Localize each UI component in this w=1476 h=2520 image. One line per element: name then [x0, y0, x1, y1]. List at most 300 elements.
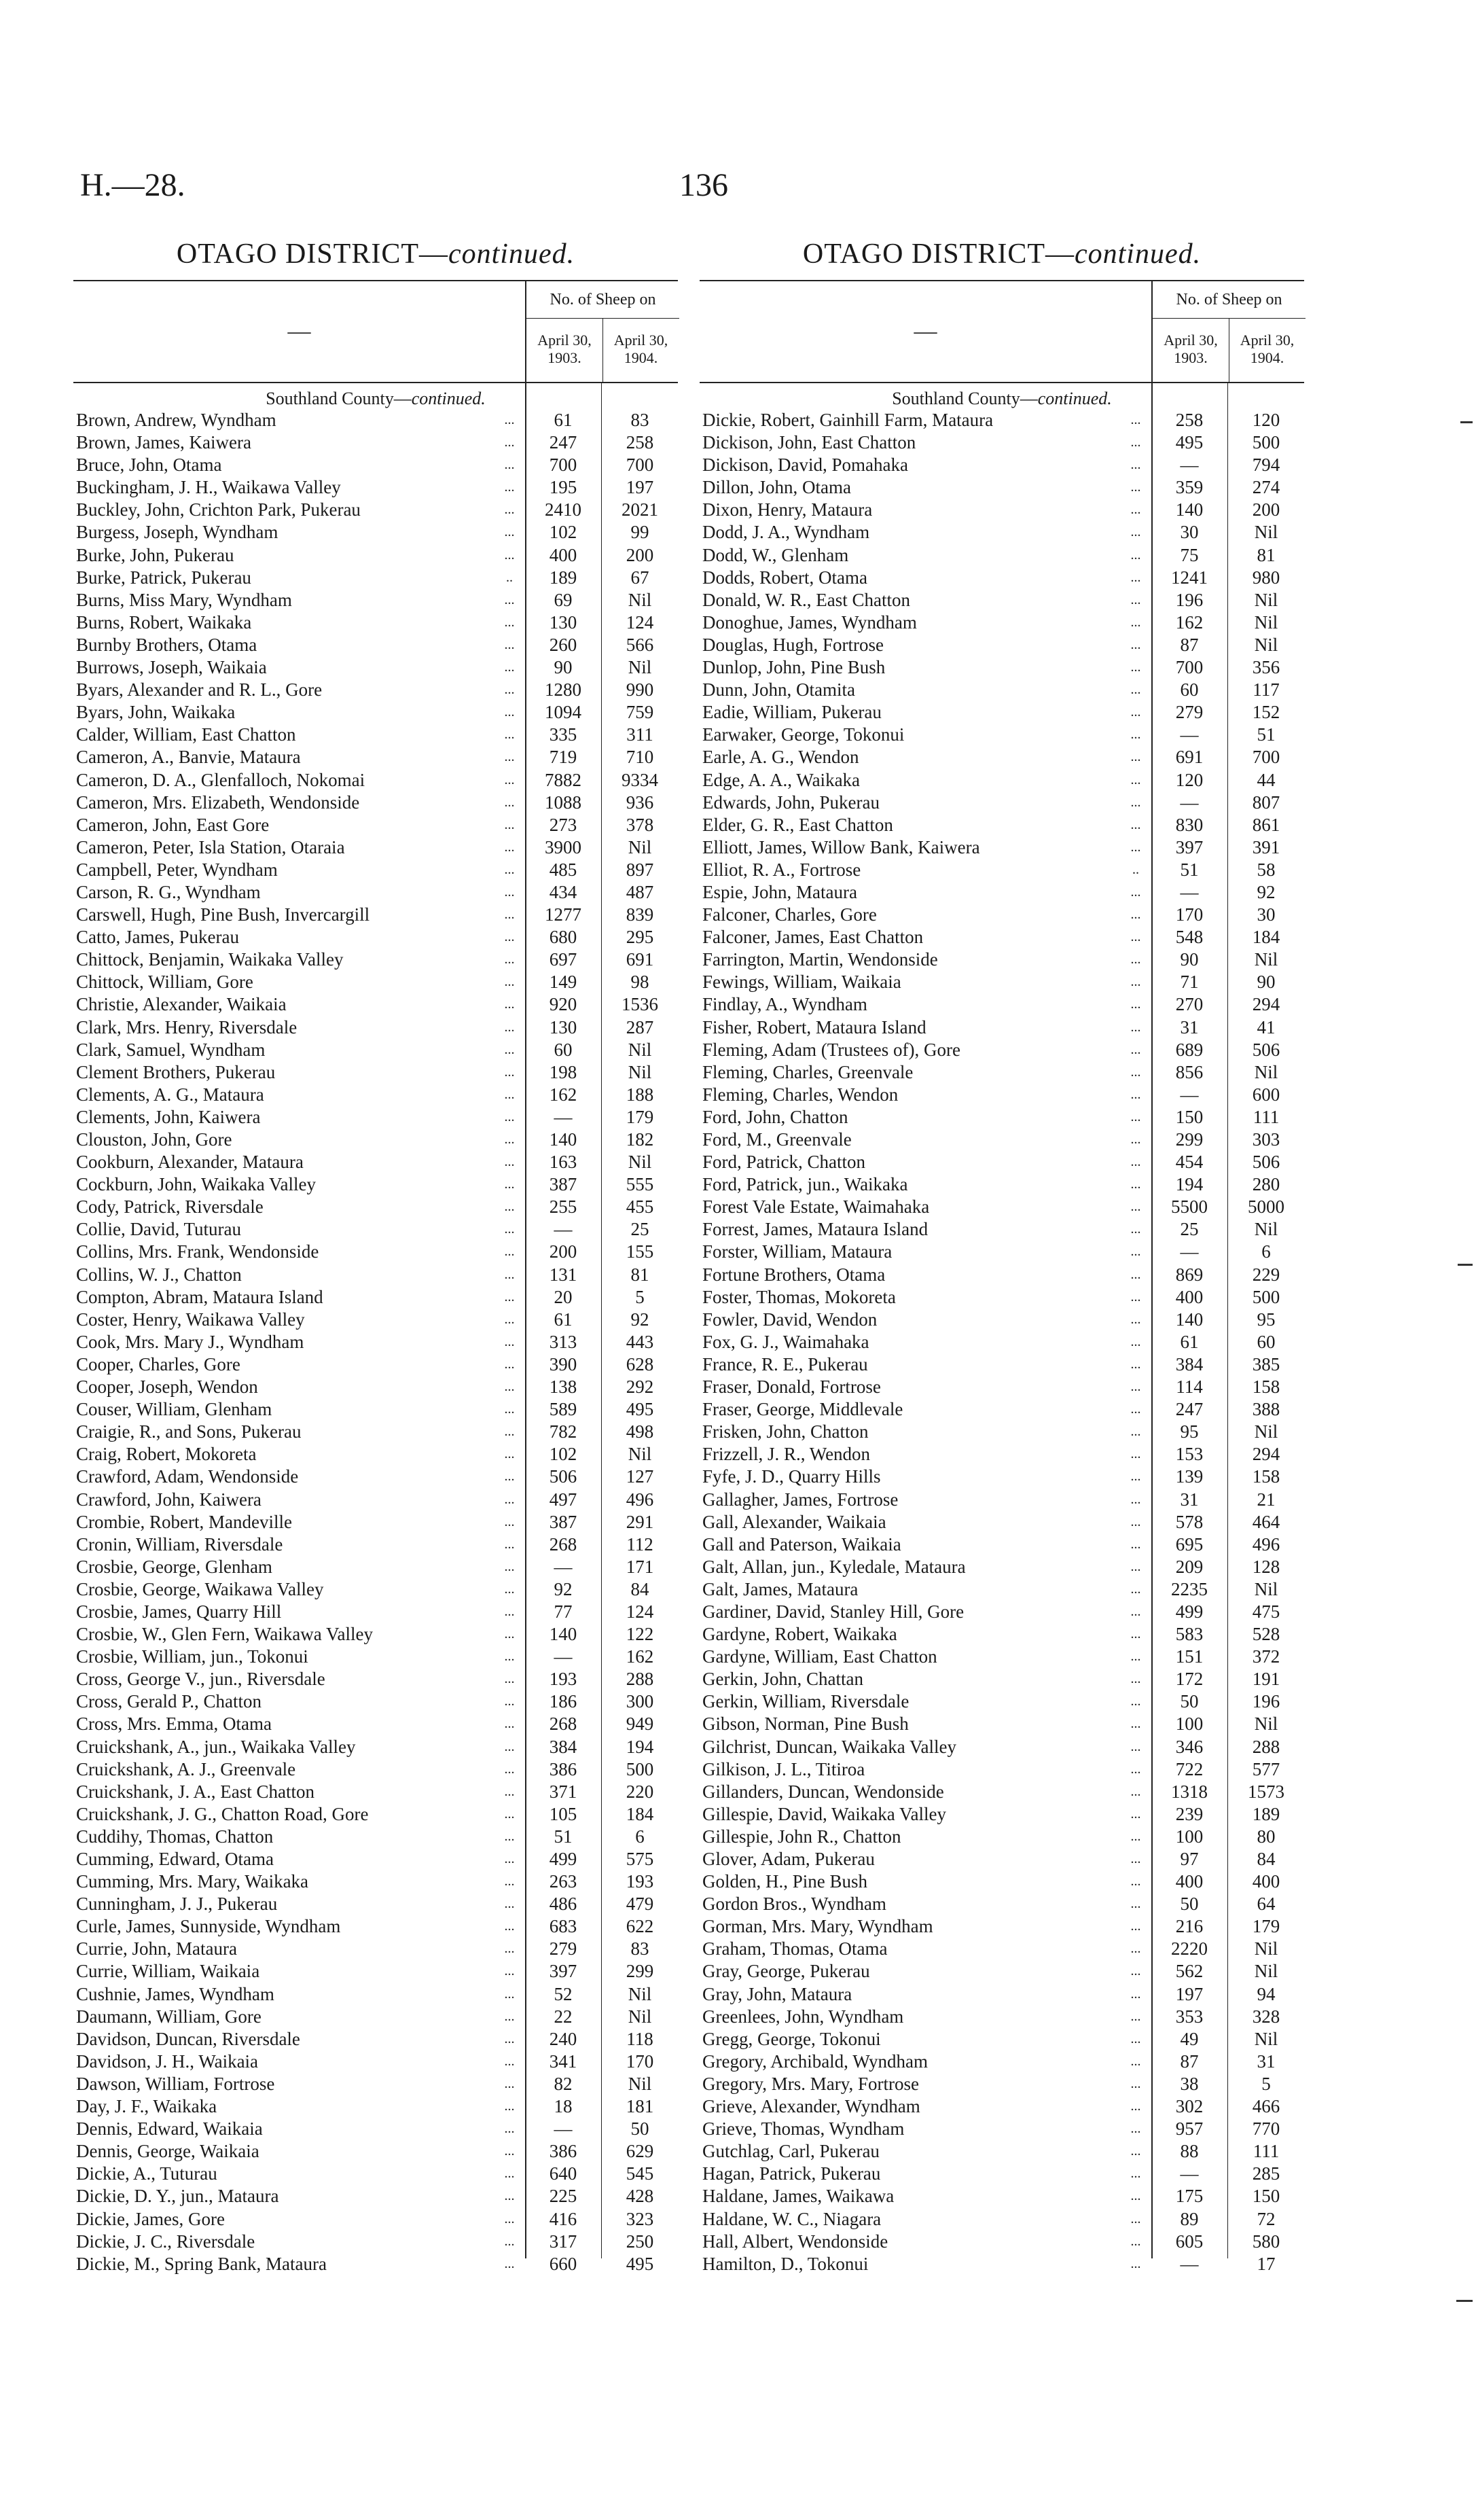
sheep-1904: 285 — [1252, 2163, 1280, 2184]
table-row — [73, 1084, 678, 1106]
sheep-1903: 100 — [1175, 1714, 1204, 1735]
sheep-1903: — — [1180, 2253, 1199, 2274]
table-row — [700, 499, 1304, 521]
sheep-1903: 499 — [1175, 1601, 1204, 1622]
sheep-1903: 268 — [549, 1714, 577, 1735]
sheep-1903: 50 — [1180, 1691, 1199, 1712]
table-row — [73, 814, 678, 836]
sheep-1903: 7882 — [545, 769, 581, 790]
leader-dots: ... — [504, 1603, 515, 1619]
owner-name: Dodd, J. A., Wyndham — [702, 522, 870, 543]
sheep-1903: 90 — [1180, 949, 1199, 970]
table-row — [73, 926, 678, 948]
table-row — [73, 1151, 678, 1173]
sheep-1904: 60 — [1257, 1331, 1276, 1352]
sheep-1904: 897 — [626, 859, 654, 880]
sheep-1903: 299 — [1175, 1129, 1204, 1150]
sheep-1904: 600 — [1252, 1084, 1280, 1105]
sheep-1903: 605 — [1175, 2231, 1204, 2252]
sheep-1904: 98 — [630, 972, 649, 993]
leader-dots: ... — [1130, 1694, 1141, 1709]
sheep-1903: 346 — [1175, 1736, 1204, 1757]
table-row — [73, 1646, 678, 1668]
table-row — [700, 1668, 1304, 1690]
owner-name: Ford, Patrick, Chatton — [702, 1152, 865, 1173]
sheep-1904: 545 — [626, 2163, 654, 2184]
sheep-1904: 506 — [1252, 1039, 1280, 1060]
sheep-1904: 528 — [1252, 1624, 1280, 1645]
sheep-1904: 124 — [626, 611, 654, 633]
sheep-1903: 150 — [1175, 1106, 1204, 1127]
sheep-1903: 193 — [549, 1669, 577, 1690]
table-body — [700, 383, 1304, 2274]
sheep-1903: 371 — [549, 1781, 577, 1802]
sheep-1903: — — [554, 1556, 573, 1577]
sheep-1904: 291 — [626, 1511, 654, 1532]
leader-dots: ... — [1130, 457, 1141, 473]
owner-name: Crosbie, William, jun., Tokonui — [76, 1646, 308, 1667]
sheep-1903: 390 — [549, 1353, 577, 1374]
owner-name: Coster, Henry, Waikawa Valley — [76, 1309, 305, 1330]
leader-dots: ... — [504, 1896, 515, 1912]
table-row — [73, 1353, 678, 1376]
owner-name: Haldane, James, Waikawa — [702, 2186, 895, 2207]
table-row — [700, 1264, 1304, 1286]
leader-dots: ... — [504, 772, 515, 787]
sheep-1903: 548 — [1175, 927, 1204, 948]
table-row — [700, 1646, 1304, 1668]
owner-name: Grieve, Alexander, Wyndham — [702, 2096, 920, 2117]
section-heading-continued: continued. — [411, 389, 486, 408]
table-row — [73, 611, 678, 634]
owner-name: Grieve, Thomas, Wyndham — [702, 2118, 905, 2140]
sheep-1903: 195 — [549, 477, 577, 498]
owner-name: Cross, George V., jun., Riversdale — [76, 1669, 325, 1690]
table-row — [73, 1758, 678, 1781]
table-row — [700, 1826, 1304, 1848]
table-row — [73, 521, 678, 544]
owner-name: Earle, A. G., Wendon — [702, 747, 859, 768]
sheep-1903: 189 — [549, 567, 577, 588]
sheep-1903: 105 — [549, 1803, 577, 1824]
leader-dots: ... — [504, 614, 515, 630]
leader-dots: ... — [1130, 749, 1141, 765]
owner-name: France, R. E., Pukerau — [702, 1353, 868, 1374]
sheep-1904: 356 — [1252, 657, 1280, 678]
sheep-1903: 1094 — [545, 702, 581, 723]
sheep-1903: 268 — [549, 1533, 577, 1555]
owner-name: Gregory, Archibald, Wyndham — [702, 2051, 929, 2072]
table-row — [700, 1173, 1304, 1196]
leader-dots: ... — [1130, 772, 1141, 787]
owner-name: Crosbie, George, Waikawa Valley — [76, 1578, 324, 1599]
table-row — [73, 409, 678, 431]
sheep-1903: 120 — [1175, 769, 1204, 790]
sheep-1903: 384 — [1175, 1353, 1204, 1374]
table-row — [700, 611, 1304, 634]
table-row — [700, 1398, 1304, 1421]
sheep-1904: 691 — [626, 949, 654, 970]
sheep-1903: 341 — [549, 2051, 577, 2072]
sheep-1904: 44 — [1257, 769, 1276, 790]
sheep-1903: 957 — [1175, 2118, 1204, 2140]
leader-dots: ... — [504, 1851, 515, 1866]
sheep-1904: Nil — [1254, 522, 1278, 543]
sheep-1904: 311 — [626, 724, 653, 745]
sheep-1904: Nil — [1254, 1421, 1278, 1442]
owner-name: Collie, David, Tuturau — [76, 1219, 242, 1240]
owner-name: Cumming, Mrs. Mary, Waikaka — [76, 1871, 309, 1892]
owner-name: Dennis, Edward, Waikaia — [76, 2118, 263, 2140]
sheep-1903: 499 — [549, 1849, 577, 1869]
leader-dots: ... — [1130, 2099, 1141, 2114]
sheep-1903: — — [1180, 792, 1199, 813]
sheep-1903: 263 — [549, 1871, 577, 1892]
leader-dots: ... — [504, 839, 515, 855]
leader-dots: ... — [1130, 1986, 1141, 2002]
owner-name: Gardyne, William, East Chatton — [702, 1646, 937, 1667]
leader-dots: ... — [504, 592, 515, 607]
leader-dots: ... — [1130, 1941, 1141, 1957]
owner-name: Donoghue, James, Wyndham — [702, 611, 917, 633]
leader-dots: ... — [504, 1941, 515, 1957]
leader-dots: ... — [1130, 839, 1141, 855]
table-row — [700, 656, 1304, 679]
owner-name: Currie, John, Mataura — [76, 1938, 237, 1959]
sheep-1904: 274 — [1252, 477, 1280, 498]
owner-name: Couser, William, Glenham — [76, 1399, 272, 1420]
section-heading-continued: continued. — [1037, 389, 1112, 408]
owner-name: Gillespie, David, Waikaka Valley — [702, 1803, 946, 1824]
table-row — [700, 2073, 1304, 2095]
leader-dots: ... — [1130, 1334, 1141, 1349]
sheep-1904: 292 — [626, 1377, 654, 1398]
sheep-1903: 162 — [1175, 611, 1204, 633]
sheep-1904: 455 — [626, 1196, 654, 1218]
table-row — [700, 904, 1304, 926]
sheep-1904: 72 — [1257, 2208, 1276, 2229]
table-row — [73, 2006, 678, 2028]
leader-dots: ... — [1130, 435, 1141, 450]
leader-dots: ... — [1130, 952, 1141, 968]
sheep-1903: 697 — [549, 949, 577, 970]
sheep-1904: 171 — [626, 1556, 654, 1577]
owner-name: Edge, A. A., Waikaka — [702, 769, 861, 790]
sheep-1903: 2235 — [1171, 1578, 1208, 1599]
sheep-1903: 578 — [1175, 1511, 1204, 1532]
sheep-1903: 397 — [549, 1961, 577, 1982]
sheep-1904: 162 — [626, 1646, 654, 1667]
owner-name: Carswell, Hugh, Pine Bush, Invercargill — [76, 904, 370, 925]
leader-dots: ... — [1130, 1806, 1141, 1822]
leader-dots: ... — [1130, 2076, 1141, 2091]
owner-name: Brown, James, Kaiwera — [76, 432, 251, 453]
sheep-1904: 580 — [1252, 2231, 1280, 2252]
section-heading-main: Southland County— — [892, 389, 1038, 408]
table-body — [73, 383, 678, 2274]
sheep-1904: 81 — [630, 1264, 649, 1285]
sheep-1903: 589 — [549, 1399, 577, 1420]
leader-dots: ... — [1130, 929, 1141, 945]
owner-name: Burrows, Joseph, Waikaia — [76, 657, 267, 678]
table-row — [700, 1061, 1304, 1084]
owner-name: Dickie, Robert, Gainhill Farm, Mataura — [702, 410, 994, 430]
leader-dots: ... — [504, 2076, 515, 2091]
sheep-1904: 220 — [626, 1781, 654, 1802]
leader-dots: ... — [1130, 1559, 1141, 1574]
sheep-1903: 186 — [549, 1691, 577, 1712]
owner-name: Burns, Robert, Waikaka — [76, 611, 252, 633]
owner-name: Cross, Gerald P., Chatton — [76, 1691, 262, 1712]
sheep-1903: 258 — [1175, 410, 1204, 430]
table-row — [700, 1781, 1304, 1803]
sheep-1904: 197 — [626, 477, 654, 498]
owner-name: Edwards, John, Pukerau — [702, 792, 880, 813]
table-row — [73, 1398, 678, 1421]
leader-dots: ... — [1130, 1424, 1141, 1440]
leader-dots: ... — [1130, 997, 1141, 1012]
table-row — [700, 1151, 1304, 1173]
owner-name: Burnby Brothers, Otama — [76, 634, 257, 655]
sheep-1904: 1573 — [1248, 1781, 1284, 1802]
owner-name: Clements, A. G., Mataura — [76, 1084, 264, 1105]
owner-name: Findlay, A., Wyndham — [702, 994, 867, 1015]
leader-dots: ... — [504, 1177, 515, 1192]
owner-name: Gutchlag, Carl, Pukerau — [702, 2141, 880, 2162]
owner-name: Christie, Alexander, Waikaia — [76, 994, 287, 1015]
table-row — [73, 1489, 678, 1511]
sheep-1904: 391 — [1252, 836, 1280, 857]
leader-dots: ... — [504, 502, 515, 518]
leader-dots: ... — [504, 1491, 515, 1507]
owner-name: Cooper, Charles, Gore — [76, 1353, 240, 1374]
sheep-1903: 97 — [1180, 1849, 1199, 1869]
sheep-1904: 300 — [626, 1691, 654, 1712]
leader-dots: ... — [504, 749, 515, 765]
leader-dots: ... — [504, 1559, 515, 1574]
leader-dots: ... — [1130, 794, 1141, 810]
sheep-1903: 384 — [549, 1736, 577, 1757]
sheep-1903: 830 — [1175, 814, 1204, 835]
sheep-1903: 209 — [1175, 1556, 1204, 1577]
table-row — [700, 1309, 1304, 1331]
leader-dots: ... — [504, 1266, 515, 1282]
owner-name: Cuddihy, Thomas, Chatton — [76, 1826, 274, 1847]
table-row — [73, 1106, 678, 1129]
leader-dots: ... — [1130, 1783, 1141, 1799]
owner-name: Dodds, Robert, Otama — [702, 567, 867, 588]
table-row — [73, 1690, 678, 1713]
sheep-1904: 111 — [1253, 2141, 1280, 2162]
table-row — [700, 2253, 1304, 2275]
leader-dots: ... — [1130, 1581, 1141, 1597]
sheep-heading: No. of Sheep on — [1153, 281, 1306, 319]
leader-dots: ... — [1130, 1154, 1141, 1170]
sheep-1904: Nil — [1254, 1961, 1278, 1982]
table-row — [700, 2208, 1304, 2231]
owner-name: Campbell, Peter, Wyndham — [76, 859, 278, 880]
sheep-1903: 60 — [1180, 679, 1199, 700]
sheep-1903: — — [1180, 2163, 1199, 2184]
leader-dots: ... — [504, 1536, 515, 1552]
owner-name: Dodd, W., Glenham — [702, 544, 849, 565]
owner-name: Forster, William, Mataura — [702, 1241, 893, 1262]
sheep-1903: 317 — [549, 2231, 577, 2252]
leader-dots: ... — [1130, 1874, 1141, 1889]
owner-name: Burke, Patrick, Pukerau — [76, 567, 251, 588]
leader-dots: ... — [1130, 1402, 1141, 1417]
leader-dots: ... — [504, 1289, 515, 1305]
sheep-1904: 84 — [630, 1578, 649, 1599]
sheep-1904: 622 — [626, 1916, 654, 1937]
owner-name: Craigie, R., and Sons, Pukerau — [76, 1421, 302, 1442]
sheep-1903: 386 — [549, 2141, 577, 2162]
owner-name: Chittock, William, Gore — [76, 972, 253, 993]
sheep-1904: Nil — [1254, 2028, 1278, 2049]
sheep-1904: 92 — [1257, 881, 1276, 902]
leader-dots: ... — [504, 525, 515, 540]
table-row — [73, 1960, 678, 1983]
table-row — [700, 2231, 1304, 2253]
table-row — [700, 2140, 1304, 2163]
owner-name: Gilchrist, Duncan, Waikaka Valley — [702, 1736, 956, 1757]
sheep-1903: 20 — [554, 1286, 573, 1307]
sheep-1903: 38 — [1180, 2073, 1199, 2094]
leader-dots: ... — [1130, 1603, 1141, 1619]
owner-name: Fraser, George, Middlevale — [702, 1399, 903, 1420]
sheep-1903: 869 — [1175, 1264, 1204, 1285]
leader-dots: ... — [1130, 2211, 1141, 2226]
table-row — [73, 634, 678, 656]
table-row — [700, 1938, 1304, 1960]
sheep-1904: 759 — [626, 702, 654, 723]
sheep-1904: 67 — [630, 567, 649, 588]
sheep-1904: 323 — [626, 2208, 654, 2229]
sheep-1903: 506 — [549, 1466, 577, 1487]
table-row — [73, 1601, 678, 1623]
table-row — [700, 1129, 1304, 1151]
owner-name: Crosbie, James, Quarry Hill — [76, 1601, 282, 1622]
leader-dots: ... — [504, 1132, 515, 1147]
leader-dots: ... — [504, 412, 515, 427]
owner-name: Cunningham, J. J., Pukerau — [76, 1894, 278, 1915]
sheep-1904: 112 — [626, 1533, 653, 1555]
table-row — [73, 904, 678, 926]
owner-name: Clark, Mrs. Henry, Riversdale — [76, 1016, 298, 1037]
owner-name: Crawford, John, Kaiwera — [76, 1489, 262, 1510]
sheep-1903: — — [554, 2118, 573, 2140]
sheep-1903: 194 — [1175, 1174, 1204, 1195]
left-column — [73, 238, 678, 2274]
table-row — [700, 454, 1304, 476]
leader-dots: ... — [504, 1671, 515, 1687]
table-row — [73, 859, 678, 881]
sheep-1904: 794 — [1252, 455, 1280, 476]
sheep-1904: 443 — [626, 1331, 654, 1352]
sheep-1903: 87 — [1180, 634, 1199, 655]
sheep-1904: Nil — [628, 836, 652, 857]
owner-name: Elliott, James, Willow Bank, Kaiwera — [702, 836, 980, 857]
owner-name: Bruce, John, Otama — [76, 455, 222, 476]
table-row — [73, 2051, 678, 2073]
table-row — [73, 1668, 678, 1690]
owner-name: Espie, John, Mataura — [702, 881, 857, 902]
sheep-1904: 158 — [1252, 1466, 1280, 1487]
sheep-1904: 479 — [626, 1894, 654, 1915]
sheep-1903: 71 — [1180, 972, 1199, 993]
sheep-1903: 691 — [1175, 747, 1204, 768]
sheep-1903: 386 — [549, 1758, 577, 1779]
owner-name: Fortune Brothers, Otama — [702, 1264, 886, 1285]
leader-dots: ... — [504, 1716, 515, 1732]
sheep-1904: 117 — [1253, 679, 1280, 700]
table-row — [73, 1466, 678, 1488]
table-row — [73, 1173, 678, 1196]
owner-name: Gordon Bros., Wyndham — [702, 1894, 886, 1915]
sheep-1904: 5 — [1261, 2073, 1271, 2094]
owner-name: Cushnie, James, Wyndham — [76, 1983, 274, 2004]
table-row — [73, 1218, 678, 1241]
sheep-1903: 434 — [549, 881, 577, 902]
owner-name: Elliot, R. A., Fortrose — [702, 859, 861, 880]
leader-dots: ... — [504, 1964, 515, 1979]
sheep-1903: 163 — [549, 1152, 577, 1173]
owner-name: Crosbie, W., Glen Fern, Waikawa Valley — [76, 1624, 374, 1645]
leader-dots: ... — [1130, 569, 1141, 585]
owner-name: Ford, Patrick, jun., Waikaka — [702, 1174, 908, 1195]
table-row — [73, 476, 678, 499]
sheep-1903: 485 — [549, 859, 577, 880]
leader-dots: ... — [1130, 1761, 1141, 1777]
sheep-1903: 102 — [549, 522, 577, 543]
sheep-1904: 194 — [626, 1736, 654, 1757]
leader-dots: ... — [504, 2233, 515, 2249]
sheep-1904: 155 — [626, 1241, 654, 1262]
leader-dots: ... — [1130, 1964, 1141, 1979]
leader-dots: ... — [504, 1402, 515, 1417]
table-row — [700, 1848, 1304, 1870]
sheep-1904: 990 — [626, 679, 654, 700]
sheep-1903: 138 — [549, 1377, 577, 1398]
leader-dots: ... — [1130, 727, 1141, 743]
table-row — [73, 701, 678, 724]
table-row — [73, 1983, 678, 2006]
table-row — [700, 993, 1304, 1016]
sheep-1904: 83 — [630, 1938, 649, 1959]
sheep-1904: 496 — [1252, 1533, 1280, 1555]
sheep-1904: 496 — [626, 1489, 654, 1510]
table-row — [700, 2118, 1304, 2140]
leader-dots: ... — [504, 547, 515, 563]
owner-name: Fraser, Donald, Fortrose — [702, 1377, 881, 1398]
owner-name: Golden, H., Pine Bush — [702, 1871, 867, 1892]
table-row — [73, 1039, 678, 1061]
leader-dots: ... — [504, 480, 515, 495]
table-row — [73, 993, 678, 1016]
sheep-1903: — — [554, 1106, 573, 1127]
table-row — [700, 476, 1304, 499]
sheep-1903: 454 — [1175, 1152, 1204, 1173]
table-row — [700, 1578, 1304, 1601]
sheep-1903: 60 — [554, 1039, 573, 1060]
leader-dots: ... — [504, 457, 515, 473]
sheep-1904: 495 — [626, 2253, 654, 2274]
leader-dots: ... — [504, 1986, 515, 2002]
owner-name: Dawson, William, Fortrose — [76, 2073, 275, 2094]
sheep-1904: Nil — [628, 1444, 652, 1465]
sheep-1903: — — [1180, 724, 1199, 745]
owner-name: Cook, Mrs. Mary J., Wyndham — [76, 1331, 304, 1352]
